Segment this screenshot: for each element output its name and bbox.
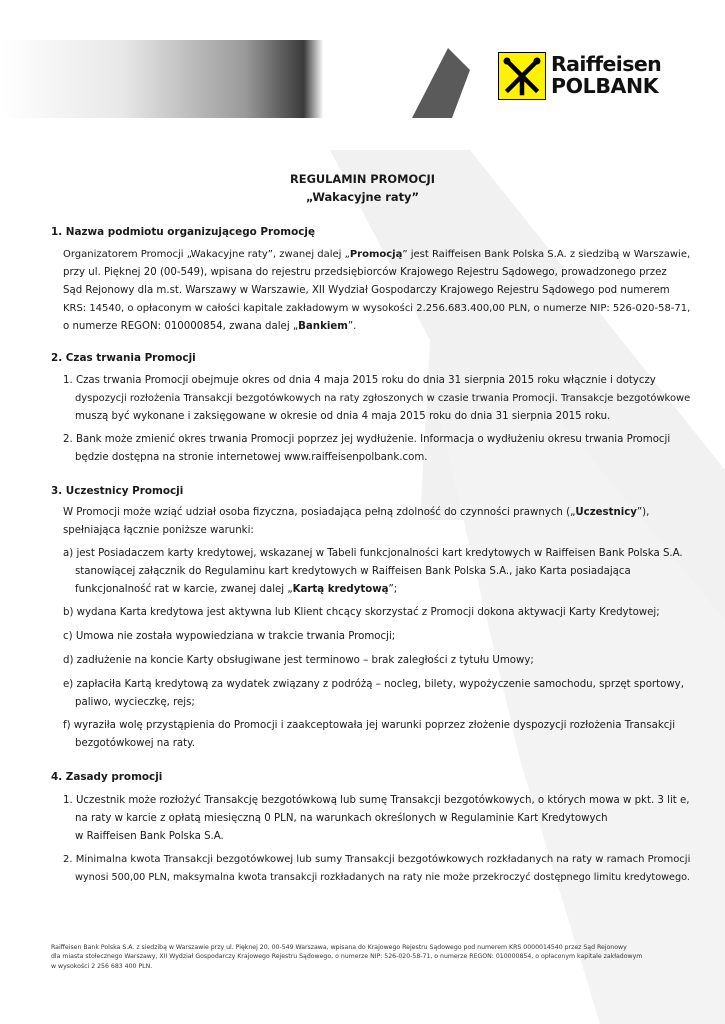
section-3-line: d) zadłużenie na koncie Karty obsługiwane jest terminowo – brak zaległości z tytułu Umowy; [63,655,534,666]
section-3-line: e) zapłaciła Kartą kredytową za wydatek związany z podróżą – nocleg, bilety, wypożyczenie samochodu, sprzęt sportowy, [63,679,684,690]
section-3-line: W Promocji może wziąć udział osoba fizyczna, posiadająca pełną zdolność do czynności prawnych („Uczestnicy”), [63,507,650,518]
page-footer [51,943,681,971]
section-4-line: na raty w karcie z opłatą miesięczną 0 PLN, na warunkach określonych w Regulaminie Kart Kredytowych [75,813,608,824]
footer-line: Raiffeisen Bank Polska S.A. z siedzibą w Warszawie przy ul. Pięknej 20, 00-549 Warszawa, wpisana do Krajowego Rejestru Sądowego pod numerem KRS 0000014540 przez Sąd Rejonowy [51,944,627,951]
section-1-line: Organizatorem Promocji „Wakacyjne raty”, zwanej dalej „Promocją” jest Raiffeisen Bank Polska S.A. z siedzibą w Warszawie, [63,249,691,260]
section-2-heading: 2. Czas trwania Promocji [51,352,196,364]
section-3-line: c) Umowa nie została wypowiedziana w trakcie trwania Promocji; [63,631,396,642]
section-1-line: KRS: 14540, o opłaconym w całości kapitale zakładowym w wysokości 2.256.683.400,00 PLN, o numerze NIP: 526-020-58-71, [63,303,691,314]
section-2-line: 1. Czas trwania Promocji obejmuje okres od dnia 4 maja 2015 roku do dnia 31 sierpnia 2015 roku włącznie i dotyczy [63,375,656,386]
section-4-heading: 4. Zasady promocji [51,771,163,783]
section-1-line: przy ul. Pięknej 20 (00-549), wpisana do rejestru przedsiębiorców Krajowego Rejestru Sądowego, prowadzonego przez [63,267,667,278]
section-2-line: 2. Bank może zmienić okres trwania Promocji poprzez jej wydłużenie. Informacja o wydłużeniu okresu trwania Promocji [63,434,671,445]
footer-line: dla miasta stołecznego Warszawy, XII Wydział Gospodarczy Krajowego Rejestru Sądowego, o numerze NIP: 526-020-58-71, o numerze REGON: 010000854, o opłaconym kapitale zakładowym [51,953,643,961]
section-3-heading: 3. Uczestnicy Promocji [51,485,184,497]
section-2-line: dyspozycji rozłożenia Transakcji bezgotówkowych na raty zgłoszonych w czasie trwania Promocji. Transakcje bezgotówkowe [75,393,691,404]
section-3-line: b) wydana Karta kredytowa jest aktywna lub Klient chcący skorzystać z Promocji dokona aktywacji Karty Kredytowej; [63,607,660,618]
section-3-line: paliwo, wycieczkę, rejs; [75,697,195,708]
document-title: REGULAMIN PROMOCJI [290,172,435,186]
section-4-line: wynosi 500,00 PLN, maksymalna kwota transakcji rozkładanych na raty nie może przekroczyć dostępnego limitu kredytowego. [75,872,690,883]
section-4-line: w Raiffeisen Bank Polska S.A. [75,831,224,842]
section-3-line: spełniająca łącznie poniższe warunki: [63,525,254,536]
section-1-heading: 1. Nazwa podmiotu organizującego Promocję [51,226,316,238]
section-4-line: 1. Uczestnik może rozłożyć Transakcję bezgotówkową lub sumę Transakcji bezgotówkowych, o których mowa w pkt. 3 lit e, [63,795,690,806]
section-3-line: a) jest Posiadaczem karty kredytowej, wskazanej w Tabeli funkcjonalności kart kredytowych w Raiffeisen Bank Polska S.A. [63,548,683,559]
section-3-line: stanowiącej załącznik do Regulaminu kart kredytowych w Raiffeisen Bank Polska S.A., jako Karta posiadająca [75,566,631,577]
section-1-line: o numerze REGON: 010000854, zwana dalej „Bankiem”. [63,321,357,332]
section-4-line: 2. Minimalna kwota Transakcji bezgotówkowej lub sumy Transakcji bezgotówkowych rozkładanych na raty w ramach Promocji [63,854,691,865]
section-3-line: bezgotówkowej na raty. [75,738,195,749]
section-2-line: muszą być wykonane i zaksięgowane w okresie od dnia 4 maja 2015 roku do dnia 31 sierpnia 2015 roku. [75,411,611,422]
section-3-line: f) wyraziła wolę przystąpienia do Promocji i zaakceptowała jej warunki poprzez złożenie dyspozycji rozłożenia Transakcji [63,720,676,731]
footer-line: w wysokości 2 256 683 400 PLN. [51,962,153,970]
section-2-line: będzie dostępna na stronie internetowej www.raiffeisenpolbank.com. [75,452,428,463]
logo-wordmark-polbank: POLBANK [551,74,659,98]
logo-wordmark-raiffeisen: Raiffeisen [551,52,662,76]
document-subtitle: „Wakacyjne raty” [306,190,419,204]
section-1-line: Sąd Rejonowy dla m.st. Warszawy w Warszawie, XII Wydział Gospodarczy Krajowego Rejestru Sądowego pod numerem [63,285,670,296]
section-3-line: funkcjonalność rat w karcie, zwanej dalej „Kartą kredytową”; [75,584,398,595]
